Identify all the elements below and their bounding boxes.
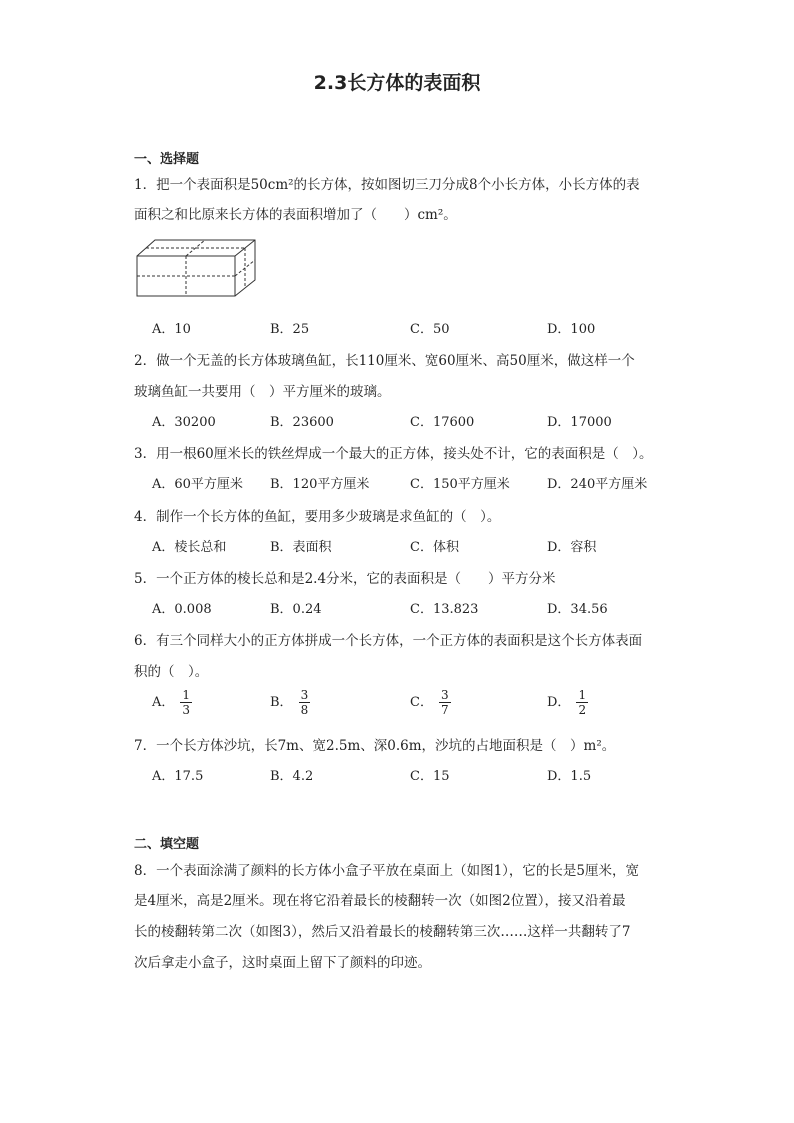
question-6-line-2: 积的（ ）。 bbox=[134, 664, 209, 680]
option-b[interactable]: B．4.2 bbox=[270, 769, 314, 784]
question-5-line-1: 5．一个正方体的棱长总和是2.4分米，它的表面积是（ ）平方分米 bbox=[134, 571, 556, 587]
question-2-options bbox=[152, 411, 712, 431]
option-b[interactable]: B．120平方厘米 bbox=[270, 477, 370, 492]
fraction bbox=[439, 688, 451, 717]
question-8-line-2: 是4厘米，高是2厘米。现在将它沿着最长的棱翻转一次（如图2位置），接又沿着最 bbox=[134, 893, 626, 909]
question-8-line-1: 8．一个表面涂满了颜料的长方体小盒子平放在桌面上（如图1），它的长是5厘米，宽 bbox=[134, 863, 640, 879]
question-4-options bbox=[152, 536, 712, 556]
fraction-denominator: 7 bbox=[440, 703, 449, 717]
option-c[interactable]: C．17600 bbox=[410, 415, 475, 430]
option-a[interactable] bbox=[152, 688, 192, 717]
question-1-line-1: 1．把一个表面积是50cm²的长方体，按如图切三刀分成8个小长方体，小长方体的表 bbox=[134, 177, 640, 193]
fraction-numerator: 1 bbox=[182, 688, 191, 702]
option-c[interactable]: C．15 bbox=[410, 769, 450, 784]
page-title: 2.3长方体的表面积 bbox=[313, 72, 481, 94]
fraction bbox=[299, 688, 311, 717]
option-d[interactable]: D．100 bbox=[547, 322, 596, 337]
question-2-line-2: 玻璃鱼缸一共要用（ ）平方厘米的玻璃。 bbox=[134, 384, 391, 400]
option-c[interactable]: C．150平方厘米 bbox=[410, 477, 510, 492]
question-3-line-1: 3．用一根60厘米长的铁丝焊成一个最大的正方体，接头处不计，它的表面积是（ ）。 bbox=[134, 446, 653, 462]
question-7-line-1: 7．一个长方体沙坑，长7m、宽2.5m、深0.6m，沙坑的占地面积是（ ）m²。 bbox=[134, 738, 616, 754]
fraction-numerator: 3 bbox=[440, 688, 449, 702]
fraction bbox=[576, 688, 588, 717]
option-c[interactable] bbox=[410, 688, 451, 717]
option-label: A． bbox=[152, 695, 175, 710]
section-heading-choice: 一、选择题 bbox=[134, 152, 200, 167]
option-d[interactable]: D．34.56 bbox=[547, 602, 608, 617]
option-b[interactable]: B．25 bbox=[270, 322, 310, 337]
question-8-line-3: 长的棱翻转第二次（如图3），然后又沿着最长的棱翻转第三次……这样一共翻转了7 bbox=[134, 924, 631, 940]
fraction-numerator: 1 bbox=[578, 688, 587, 702]
option-label: D． bbox=[547, 695, 571, 710]
fraction-numerator: 3 bbox=[300, 688, 309, 702]
question-7-options bbox=[152, 765, 712, 785]
fraction bbox=[180, 688, 192, 717]
option-label: B． bbox=[270, 695, 293, 710]
question-3-options bbox=[152, 473, 712, 493]
option-a[interactable]: A．棱长总和 bbox=[152, 540, 227, 555]
option-d[interactable]: D．1.5 bbox=[547, 769, 592, 784]
option-b[interactable]: B．23600 bbox=[270, 415, 334, 430]
option-d[interactable]: D．240平方厘米 bbox=[547, 477, 648, 492]
question-8-line-4: 次后拿走小盒子，这时桌面上留下了颜料的印迹。 bbox=[134, 955, 431, 971]
question-6-line-1: 6．有三个同样大小的正方体拼成一个长方体，一个正方体的表面积是这个长方体表面 bbox=[134, 633, 643, 649]
fraction-denominator: 8 bbox=[300, 703, 309, 717]
fraction-denominator: 3 bbox=[182, 703, 191, 717]
option-d[interactable]: D．17000 bbox=[547, 415, 612, 430]
fraction-denominator: 2 bbox=[578, 703, 587, 717]
option-b[interactable]: B．0.24 bbox=[270, 602, 322, 617]
question-1-options bbox=[152, 318, 712, 338]
option-c[interactable]: C．50 bbox=[410, 322, 450, 337]
option-b[interactable] bbox=[270, 688, 310, 717]
cuboid-cut-figure bbox=[136, 238, 260, 300]
option-b[interactable]: B．表面积 bbox=[270, 540, 332, 555]
option-a[interactable]: A．0.008 bbox=[152, 602, 212, 617]
question-5-options bbox=[152, 598, 712, 618]
question-2-line-1: 2．做一个无盖的长方体玻璃鱼缸，长110厘米、宽60厘米、高50厘米，做这样一个 bbox=[134, 353, 635, 369]
question-4-line-1: 4．制作一个长方体的鱼缸，要用多少玻璃是求鱼缸的（ ）。 bbox=[134, 509, 501, 525]
option-c[interactable]: C．体积 bbox=[410, 540, 459, 555]
option-a[interactable]: A．30200 bbox=[152, 415, 216, 430]
option-label: C． bbox=[410, 695, 433, 710]
option-c[interactable]: C．13.823 bbox=[410, 602, 479, 617]
option-a[interactable]: A．10 bbox=[152, 322, 191, 337]
question-1-line-2: 面积之和比原来长方体的表面积增加了（ ）cm²。 bbox=[134, 207, 457, 223]
option-d[interactable]: D．容积 bbox=[547, 540, 597, 555]
option-d[interactable] bbox=[547, 688, 588, 717]
option-a[interactable]: A．17.5 bbox=[152, 769, 204, 784]
question-6-options bbox=[152, 688, 712, 724]
section-heading-fill: 二、填空题 bbox=[134, 837, 200, 852]
option-a[interactable]: A．60平方厘米 bbox=[152, 477, 243, 492]
